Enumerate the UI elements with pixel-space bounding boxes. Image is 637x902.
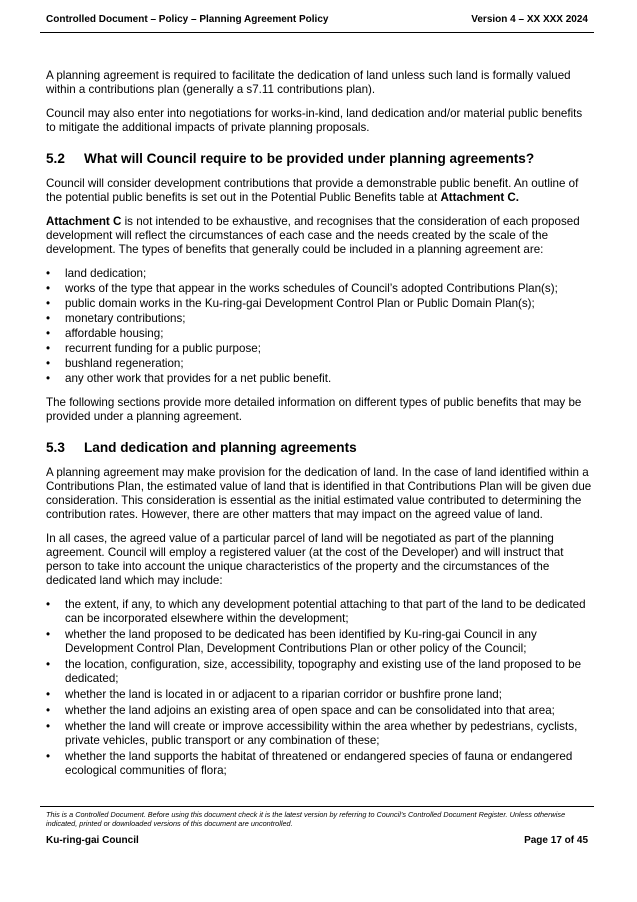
list-item-text: bushland regeneration; bbox=[65, 357, 184, 370]
paragraph-text: Council will consider development contributions that provide a demonstrable public benefit. An outline of the potential public benefits is set out in the Potential Public Benefits table at bbox=[46, 177, 579, 204]
paragraph-text: is not intended to be exhaustive, and recognises that the consideration of each proposed development will reflect the circumstances of each case and the needs created by the scale of the development. The types of benefits that generally could be included in a planning agreement are: bbox=[46, 215, 580, 256]
list-item bbox=[46, 297, 592, 311]
section-title: Land dedication and planning agreements bbox=[84, 440, 357, 455]
list-item bbox=[46, 342, 592, 356]
section-5-2-paragraph-2 bbox=[46, 215, 592, 257]
list-item bbox=[46, 327, 592, 341]
bullet-icon: • bbox=[46, 658, 51, 671]
list-item bbox=[46, 282, 592, 296]
document-version: Version 4 – XX XXX 2024 bbox=[471, 14, 588, 25]
bullet-icon: • bbox=[46, 598, 51, 611]
attachment-reference: Attachment C bbox=[46, 215, 122, 228]
bullet-icon: • bbox=[46, 720, 51, 733]
list-item-text: land dedication; bbox=[65, 267, 147, 280]
list-item-text: whether the land proposed to be dedicated has been identified by Ku-ring-gai Council in any Development Control Plan, Development Contributions Plan or other policy of the Council; bbox=[65, 628, 537, 655]
bullet-icon: • bbox=[46, 267, 51, 280]
page-body bbox=[46, 69, 592, 788]
bullet-icon: • bbox=[46, 312, 51, 325]
list-item bbox=[46, 720, 592, 748]
bullet-icon: • bbox=[46, 750, 51, 763]
bullet-icon: • bbox=[46, 357, 51, 370]
section-number: 5.3 bbox=[46, 440, 65, 455]
bullet-icon: • bbox=[46, 282, 51, 295]
section-number: 5.2 bbox=[46, 151, 65, 166]
section-5-2-paragraph-1 bbox=[46, 177, 592, 205]
footer-divider bbox=[40, 806, 594, 807]
bullet-icon: • bbox=[46, 327, 51, 340]
bullet-icon: • bbox=[46, 628, 51, 641]
controlled-document-disclaimer: This is a Controlled Document. Before using this document check it is the latest version by referring to Council’s Controlled Document Register. Unless otherwise indicated, printed or downloaded versions of this document are uncontrolled. bbox=[46, 810, 566, 828]
list-item bbox=[46, 372, 592, 386]
list-item-text: any other work that provides for a net public benefit. bbox=[65, 372, 332, 385]
list-item-text: works of the type that appear in the works schedules of Council’s adopted Contributions Plan(s); bbox=[65, 282, 558, 295]
list-item-text: affordable housing; bbox=[65, 327, 164, 340]
intro-paragraph-1: A planning agreement is required to facilitate the dedication of land unless such land is formally valued within a contributions plan (generally a s7.11 contributions plan). bbox=[46, 69, 571, 96]
section-5-2-heading bbox=[46, 151, 592, 167]
section-5-3-paragraph-1: A planning agreement may make provision for the dedication of land. In the case of land identified within a Contributions Plan, the estimated value of land that is identified in that Contributions Plan will be given due consideration. This consideration is essential as the initial estimated value contributed to determining the contribution rates. However, there are other matters that may impact on the agreed value of land. bbox=[46, 466, 592, 521]
list-item bbox=[46, 750, 592, 778]
list-item bbox=[46, 598, 592, 626]
attachment-reference: Attachment C. bbox=[440, 191, 520, 204]
page-header bbox=[46, 14, 588, 25]
list-item bbox=[46, 357, 592, 371]
list-item bbox=[46, 312, 592, 326]
list-item-text: monetary contributions; bbox=[65, 312, 186, 325]
section-5-2-paragraph-3: The following sections provide more detailed information on different types of public benefits that may be provided under a planning agreement. bbox=[46, 396, 582, 423]
intro-paragraph-2: Council may also enter into negotiations for works-in-kind, land dedication and/or material public benefits to mitigate the additional impacts of private planning proposals. bbox=[46, 107, 583, 134]
list-item-text: recurrent funding for a public purpose; bbox=[65, 342, 261, 355]
list-item-text: the extent, if any, to which any development potential attaching to that part of the land to be dedicated can be incorporated elsewhere within the development; bbox=[65, 598, 586, 625]
list-item bbox=[46, 658, 592, 686]
list-item-text: whether the land is located in or adjacent to a riparian corridor or bushfire prone land; bbox=[65, 688, 502, 701]
list-item-text: the location, configuration, size, accessibility, topography and existing use of the land proposed to be dedicated; bbox=[65, 658, 582, 685]
bullet-icon: • bbox=[46, 372, 51, 385]
section-5-3-heading bbox=[46, 440, 592, 456]
section-5-3-paragraph-2: In all cases, the agreed value of a particular parcel of land will be negotiated as part of the planning agreement. Council will employ a registered valuer (at the cost of the Developer) and will instruct that person to take into account the unique characteristics of the property and the circumstances of the dedicated land which may include: bbox=[46, 532, 564, 587]
page-footer bbox=[46, 835, 588, 846]
bullet-icon: • bbox=[46, 297, 51, 310]
list-item-text: whether the land will create or improve accessibility within the area whether by pedestrians, cyclists, private vehicles, public transport or any combination of these; bbox=[65, 720, 578, 747]
list-item bbox=[46, 704, 592, 718]
document-title: Controlled Document – Policy – Planning Agreement Policy bbox=[46, 14, 329, 25]
section-title: What will Council require to be provided under planning agreements? bbox=[84, 151, 535, 166]
list-item bbox=[46, 628, 592, 656]
bullet-icon: • bbox=[46, 342, 51, 355]
page-number: Page 17 of 45 bbox=[524, 835, 588, 846]
list-item bbox=[46, 688, 592, 702]
considerations-list bbox=[46, 598, 592, 778]
header-divider bbox=[40, 32, 594, 33]
bullet-icon: • bbox=[46, 688, 51, 701]
list-item-text: public domain works in the Ku-ring-gai Development Control Plan or Public Domain Plan(s); bbox=[65, 297, 535, 310]
benefits-list bbox=[46, 267, 592, 386]
bullet-icon: • bbox=[46, 704, 51, 717]
list-item bbox=[46, 267, 592, 281]
list-item-text: whether the land supports the habitat of threatened or endangered species of fauna or endangered ecological communities of flora; bbox=[65, 750, 573, 777]
list-item-text: whether the land adjoins an existing area of open space and can be consolidated into that area; bbox=[65, 704, 555, 717]
organisation-name: Ku-ring-gai Council bbox=[46, 835, 139, 846]
